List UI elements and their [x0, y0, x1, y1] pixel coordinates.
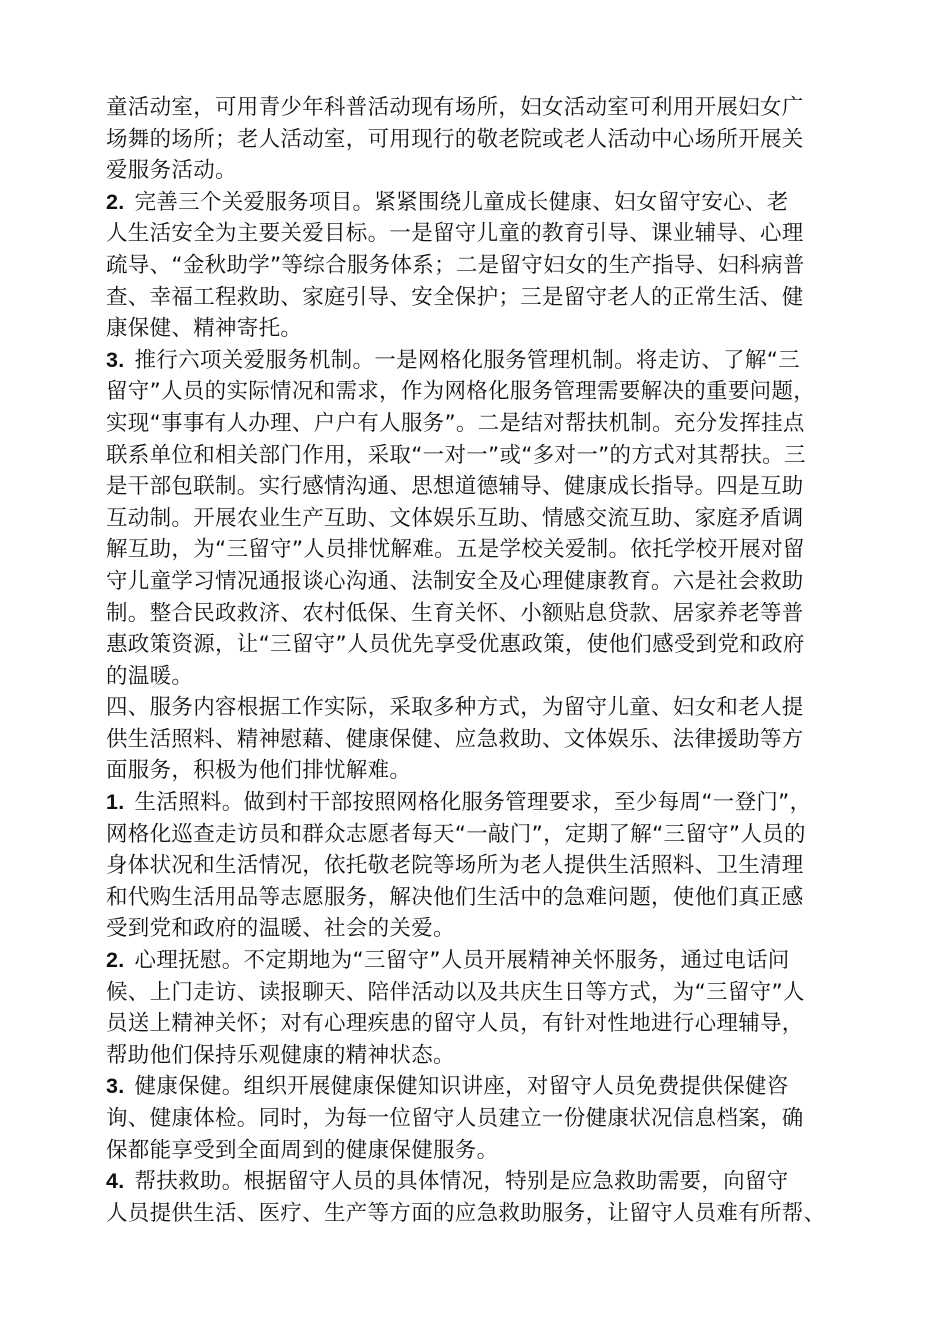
- text-line: [106, 1166, 866, 1198]
- text-line: [106, 945, 866, 977]
- text-line: [106, 787, 866, 819]
- line-text: 是干部包联制。实行感情沟通、思想道德辅导、健康成长指导。四是互助: [106, 474, 804, 500]
- text-line: [106, 913, 866, 945]
- text-line: [106, 1198, 866, 1230]
- item-number: 2.: [106, 189, 125, 214]
- item-number: 3.: [106, 1074, 125, 1099]
- item-number: 2.: [106, 948, 125, 973]
- text-line: [106, 819, 866, 851]
- line-text: 受到党和政府的温暖、社会的关爱。: [106, 916, 455, 942]
- item-number: 4.: [106, 1169, 125, 1194]
- text-line: [106, 724, 866, 756]
- text-line: [106, 755, 866, 787]
- text-line: [106, 92, 866, 124]
- line-text: 四、服务内容根据工作实际，采取多种方式，为留守儿童、妇女和老人提: [106, 695, 804, 721]
- text-line: [106, 1008, 866, 1040]
- line-text: 完善三个关爱服务项目。紧紧围绕儿童成长健康、妇女留守安心、老: [134, 189, 789, 215]
- text-line: [106, 882, 866, 914]
- text-line: [106, 503, 866, 535]
- text-line: [106, 692, 866, 724]
- line-text: 员送上精神关怀；对有心理疾患的留守人员，有针对性地进行心理辅导，: [106, 1011, 804, 1037]
- text-line: [106, 977, 866, 1009]
- text-line: [106, 534, 866, 566]
- line-text: 心理抚慰。不定期地为“三留守”人员开展精神关怀服务，通过电话问: [134, 948, 790, 974]
- text-line: [106, 1103, 866, 1135]
- line-text: 候、上门走访、读报聊天、陪伴活动以及共庆生日等方式，为“三留守”人: [106, 979, 805, 1005]
- line-text: 和代购生活用品等志愿服务，解决他们生活中的急难问题，使他们真正感: [106, 884, 804, 910]
- item-number: 3.: [106, 347, 125, 372]
- text-line: [106, 471, 866, 503]
- text-line: [106, 155, 866, 187]
- text-line: [106, 187, 866, 219]
- line-text: 实现“事事有人办理、户户有人服务”。二是结对帮扶机制。充分发挥挂点: [106, 410, 805, 436]
- line-text: 守儿童学习情况通报谈心沟通、法制安全及心理健康教育。六是社会救助: [106, 568, 804, 594]
- line-text: 生活照料。做到村干部按照网格化服务管理要求，至少每周“一登门”，: [134, 790, 812, 816]
- line-text: 留守”人员的实际情况和需求，作为网格化服务管理需要解决的重要问题，: [106, 379, 816, 405]
- line-text: 的温暖。: [106, 663, 194, 689]
- text-line: [106, 661, 866, 693]
- line-text: 帮助他们保持乐观健康的精神状态。: [106, 1042, 455, 1068]
- line-text: 惠政策资源，让“三留守”人员优先享受优惠政策，使他们感受到党和政府: [106, 632, 805, 658]
- line-text: 供生活照料、精神慰藉、健康保健、应急救助、文体娱乐、法律援助等方: [106, 726, 804, 752]
- line-text: 帮扶救助。根据留守人员的具体情况，特别是应急救助需要，向留守: [134, 1169, 789, 1195]
- text-line: [106, 1071, 866, 1103]
- line-text: 场舞的场所；老人活动室，可用现行的敬老院或老人活动中心场所开展关: [106, 126, 804, 152]
- line-text: 网格化巡查走访员和群众志愿者每天“一敲门”，定期了解“三留守”人员的: [106, 821, 806, 847]
- line-text: 保都能享受到全面周到的健康保健服务。: [106, 1137, 499, 1163]
- text-line: [106, 313, 866, 345]
- text-line: [106, 345, 866, 377]
- line-text: 人生活安全为主要关爱目标。一是留守儿童的教育引导、课业辅导、心理: [106, 221, 804, 247]
- line-text: 查、幸福工程救助、家庭引导、安全保护；三是留守老人的正常生活、健: [106, 284, 804, 310]
- text-line: [106, 1135, 866, 1167]
- line-text: 互动制。开展农业生产互助、文体娱乐互助、情感交流互助、家庭矛盾调: [106, 505, 804, 531]
- text-line: [106, 1040, 866, 1072]
- text-line: [106, 629, 866, 661]
- text-line: [106, 850, 866, 882]
- line-text: 童活动室，可用青少年科普活动现有场所，妇女活动室可利用开展妇女广: [106, 95, 804, 120]
- text-line: [106, 566, 866, 598]
- line-text: 健康保健。组织开展健康保健知识讲座，对留守人员免费提供保健咨: [134, 1074, 789, 1100]
- text-line: [106, 440, 866, 472]
- item-number: 1.: [106, 790, 125, 815]
- text-line: [106, 598, 866, 630]
- line-text: 联系单位和相关部门作用，采取“一对一”或“多对一”的方式对其帮扶。三: [106, 442, 806, 468]
- text-line: [106, 376, 866, 408]
- line-text: 面服务，积极为他们排忧解难。: [106, 758, 412, 784]
- line-text: 爱服务活动。: [106, 158, 237, 184]
- text-line: [106, 124, 866, 156]
- line-text: 询、健康体检。同时，为每一位留守人员建立一份健康状况信息档案，确: [106, 1106, 804, 1131]
- line-text: 推行六项关爱服务机制。一是网格化服务管理机制。将走访、了解“三: [134, 347, 800, 373]
- text-line: [106, 408, 866, 440]
- line-text: 人员提供生活、医疗、生产等方面的应急救助服务，让留守人员难有所帮、: [106, 1200, 826, 1226]
- line-text: 身体状况和生活情况，依托敬老院等场所为老人提供生活照料、卫生清理: [106, 853, 804, 879]
- line-text: 解互助，为“三留守”人员排忧解难。五是学校关爱制。依托学校开展对留: [106, 537, 805, 563]
- text-line: [106, 218, 866, 250]
- document-page: [106, 92, 866, 1229]
- line-text: 康保健、精神寄托。: [106, 316, 303, 342]
- line-text: 制。整合民政救济、农村低保、生育关怀、小额贴息贷款、居家养老等普: [106, 600, 804, 626]
- text-line: [106, 250, 866, 282]
- text-line: [106, 282, 866, 314]
- line-text: 疏导、“金秋助学”等综合服务体系；二是留守妇女的生产指导、妇科病普: [106, 252, 805, 278]
